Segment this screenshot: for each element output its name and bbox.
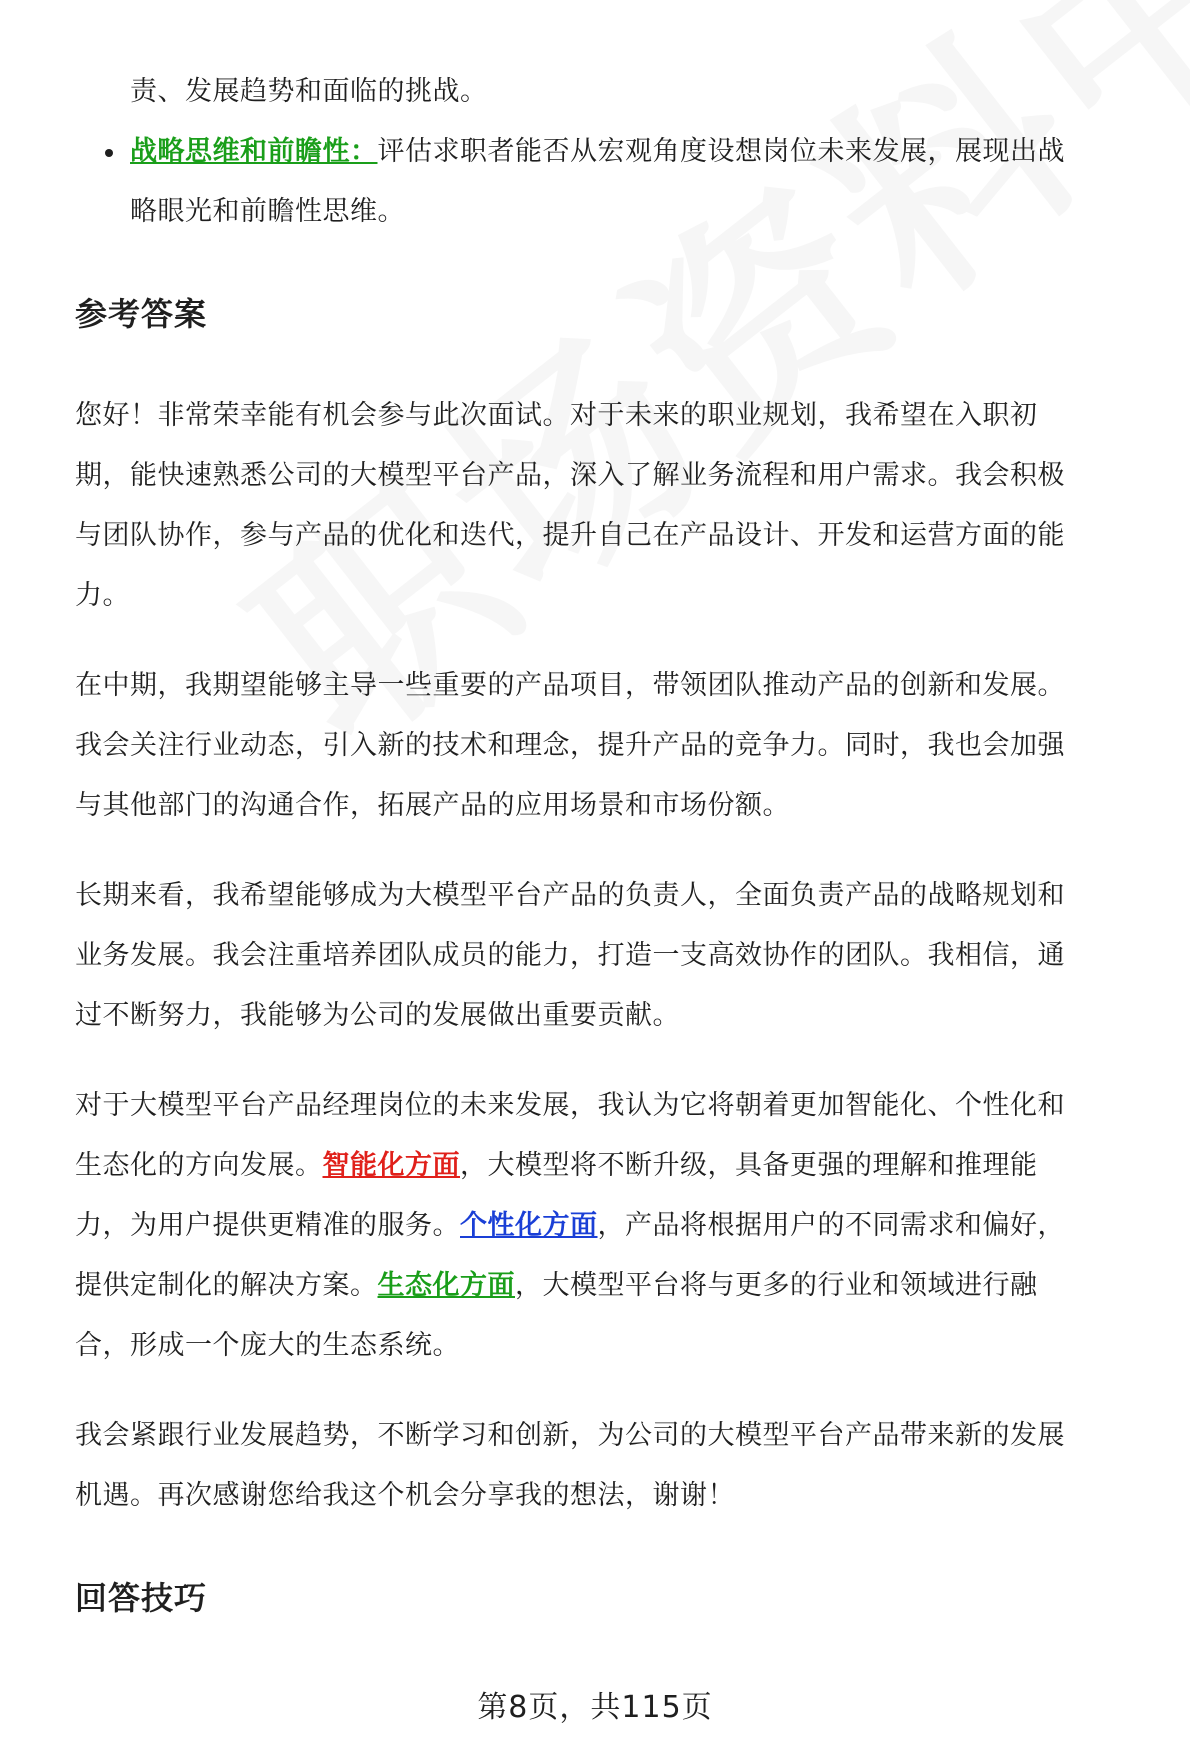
paragraph-line: 合，形成一个庞大的生态系统。	[75, 1330, 460, 1361]
paragraph-line: 对于大模型平台产品经理岗位的未来发展，我认为它将朝着更加智能化、个性化和	[75, 1090, 1065, 1121]
paragraph-line: 期，能快速熟悉公司的大模型平台产品，深入了解业务流程和用户需求。我会积极	[75, 460, 1065, 491]
paragraph-line: 业务发展。我会注重培养团队成员的能力，打造一支高效协作的团队。我相信，通	[75, 940, 1065, 971]
page-number: 第8页，共115页	[477, 1690, 713, 1725]
paragraph-text: ，大模型将不断升级，具备更强的理解和推理能	[460, 1150, 1038, 1181]
answer-paragraph-3	[75, 866, 1165, 1046]
bullet-title: 战略思维和前瞻性：	[130, 136, 378, 167]
paragraph-line: 我会紧跟行业发展趋势，不断学习和创新，为公司的大模型平台产品带来新的发展	[75, 1420, 1065, 1451]
paragraph-line	[75, 1256, 1165, 1316]
bullet-icon	[105, 149, 113, 157]
paragraph-text: ，产品将根据用户的不同需求和偏好，	[597, 1210, 1065, 1241]
bullet-text: 评估求职者能否从宏观角度设想岗位未来发展，展现出战	[377, 136, 1065, 167]
paragraph-line: 机遇。再次感谢您给我这个机会分享我的想法，谢谢！	[75, 1480, 735, 1511]
paragraph-line: 长期来看，我希望能够成为大模型平台产品的负责人，全面负责产品的战略规划和	[75, 880, 1065, 911]
paragraph-line: 过不断努力，我能够为公司的发展做出重要贡献。	[75, 1000, 680, 1031]
answer-paragraph-closing	[75, 1406, 1165, 1526]
paragraph-text: 力，为用户提供更精准的服务。	[75, 1210, 460, 1241]
paragraph-line: 在中期，我期望能够主导一些重要的产品项目，带领团队推动产品的创新和发展。	[75, 670, 1065, 701]
paragraph-line: 我会关注行业动态，引入新的技术和理念，提升产品的竞争力。同时，我也会加强	[75, 730, 1065, 761]
link-intelligence[interactable]: 智能化方面	[322, 1150, 460, 1181]
paragraph-text: ，大模型平台将与更多的行业和领域进行融	[515, 1270, 1038, 1301]
list-item-continuation: 责、发展趋势和面临的挑战。	[130, 76, 488, 107]
link-personalization[interactable]: 个性化方面	[460, 1210, 598, 1241]
list-item	[75, 122, 1165, 242]
answer-paragraph-1	[75, 386, 1165, 626]
section-heading-answer: 参考答案	[75, 295, 208, 333]
paragraph-line: 与其他部门的沟通合作，拓展产品的应用场景和市场份额。	[75, 790, 790, 821]
paragraph-text: 生态化的方向发展。	[75, 1150, 323, 1181]
paragraph-line	[75, 1136, 1165, 1196]
paragraph-line	[75, 1196, 1165, 1256]
answer-paragraph-future	[75, 1076, 1165, 1376]
answer-paragraph-2	[75, 656, 1165, 836]
paragraph-text: 提供定制化的解决方案。	[75, 1270, 378, 1301]
section-heading-tips: 回答技巧	[75, 1579, 208, 1617]
bullet-text-continued: 略眼光和前瞻性思维。	[130, 196, 405, 227]
page-content	[75, 62, 1165, 1618]
link-ecosystem[interactable]: 生态化方面	[377, 1270, 515, 1301]
paragraph-line: 与团队协作，参与产品的优化和迭代，提升自己在产品设计、开发和运营方面的能	[75, 520, 1065, 551]
paragraph-line: 力。	[75, 580, 130, 611]
paragraph-line: 您好！非常荣幸能有机会参与此次面试。对于未来的职业规划，我希望在入职初	[75, 400, 1038, 431]
